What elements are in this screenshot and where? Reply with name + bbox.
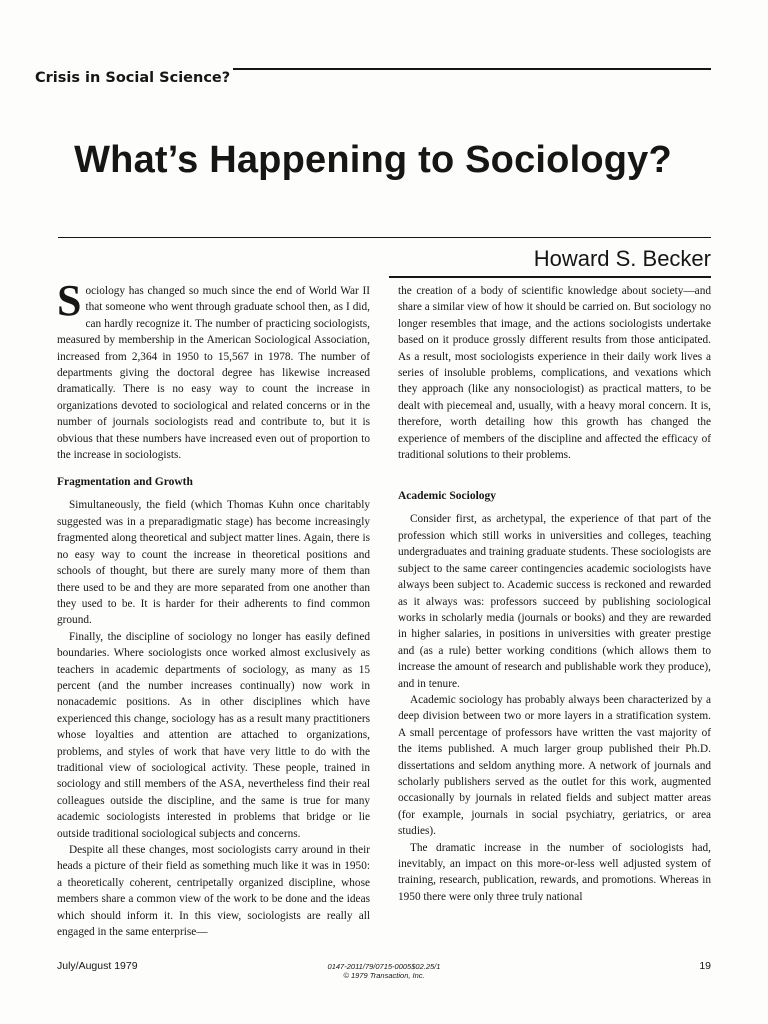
paragraph: The dramatic increase in the number of sociologists had, inevitably, an impact on this more-or-less well adjusted system of training, research, publication, rewards, and promotions. Whereas in 1950 there were only three truly national bbox=[398, 841, 711, 903]
article-title: What’s Happening to Sociology? bbox=[74, 139, 672, 181]
section-rule bbox=[233, 68, 711, 70]
drop-cap: S bbox=[57, 283, 82, 325]
copyright-notice: © 1979 Transaction, Inc. bbox=[343, 971, 425, 980]
section-heading: Fragmentation and Growth bbox=[57, 476, 193, 489]
paragraph: Despite all these changes, most sociologists carry around in their heads a picture of their field as something much like it was in 1950: a theoretically coherent, centripetally organized discipline, whose members share a common view of the work to be done and the ideas which should inform it. In this view, sociologists are really all engaged in the same enterprise— bbox=[57, 844, 370, 939]
paragraph bbox=[57, 283, 370, 463]
right-column bbox=[398, 283, 711, 955]
issue-date: July/August 1979 bbox=[57, 960, 138, 972]
section-title: Crisis in Social Science? bbox=[35, 69, 231, 86]
paragraph: Consider first, as archetypal, the experience of that part of the profession which still works in universities and colleges, teaching undergraduates and training graduate students. These sociologists are subject to the same career contingencies academic sociologists have always been subject to. Academic success is reckoned and rewarded as it always was: professors succeed by publishing sociological works in scholarly media (journals or books) and they are rewarded in higher salaries, in positions in universities with greater prestige and (as a rule) better working conditions (which allows them to increase the amount of research and publishable work they produce), and in tenure. bbox=[398, 513, 711, 690]
page-number: 19 bbox=[699, 960, 711, 972]
paragraph: Finally, the discipline of sociology no longer has easily defined boundaries. Where sociologists once worked almost exclusively as teachers in academic departments of sociology, as many as 15 percent (and the number increases continually) now work in nonacademic positions. As in other disciplines which have experienced this change, sociology has as a result many practitioners whose loyalties and attention are attached to organizations, problems, and styles of work that have very little to do with the traditional view of sociological activity. These people, trained in sociology and still members of the ASA, nevertheless find their real colleagues outside the discipline, and the same is true for many academic sociologists interested in problems that bridge or lie outside traditional sociological subjects and concerns. bbox=[57, 630, 370, 840]
section-heading: Academic Sociology bbox=[398, 490, 497, 503]
left-column bbox=[57, 283, 370, 955]
title-rule bbox=[58, 237, 711, 238]
article-author: Howard S. Becker bbox=[533, 246, 711, 271]
paragraph-text: ociology has changed so much since the end of World War II that someone who went through graduate school then, as I did, can hardly recognize it. The number of practicing sociologists, measured by membership in the American Sociological Association, increased from 2,364 in 1950 to 15,567 in 1978. The number of departments giving the doctoral degree has likewise increased dramatically. There is no easy way to count the increase in organizations devoted to sociological and related concerns or in the number of journals sociologists read and contribute to, but it is obvious that these numbers have increased even out of proportion to the increase in sociologists. bbox=[57, 285, 370, 462]
publication-code bbox=[234, 962, 534, 980]
paragraph: Simultaneously, the field (which Thomas Kuhn once charitably suggested was in a preparadigmatic stage) has become increasingly fragmented along theoretical and subject matter lines. Again, there is no easy way to count the increase in theoretical positions and schools of thought, but there are surely many more of them than there used to be and they are more separated from one another than they used to be. It is harder for their adherents to find common ground. bbox=[57, 499, 370, 627]
issn-code: 0147-2011/79/0715-0005$02.25/1 bbox=[327, 962, 441, 971]
section-header bbox=[35, 62, 711, 86]
paragraph: Academic sociology has probably always been characterized by a deep division between two or more layers in a stratification system. A small percentage of professors have written the vast majority of the items published. A much larger group published their Ph.D. dissertations and seldom anything more. A network of journals and scholarly publishers served as the outlet for this work, augmented occasionally by journals in related fields and subject matter areas (for example, journals in social psychiatry, geriatrics, or area studies). bbox=[398, 693, 711, 838]
paragraph: the creation of a body of scientific knowledge about society—and share a similar view of how it should be carried on. But sociology no longer resembles that image, and the actions sociologists undertake based on it produce grossly different results from those anticipated. As a result, most sociologists experience in their daily work lives a series of insoluble problems, complications, and vexations which they approach (like any nonsociologist) as practical matters, to be dealt with piecemeal and, usually, with a heavy moral concern. It is, therefore, worth detailing how this growth has changed the experience of members of the discipline and affected the efficacy of traditional solutions to their problems. bbox=[398, 285, 711, 462]
author-rule bbox=[389, 276, 711, 278]
page-footer bbox=[0, 958, 768, 998]
